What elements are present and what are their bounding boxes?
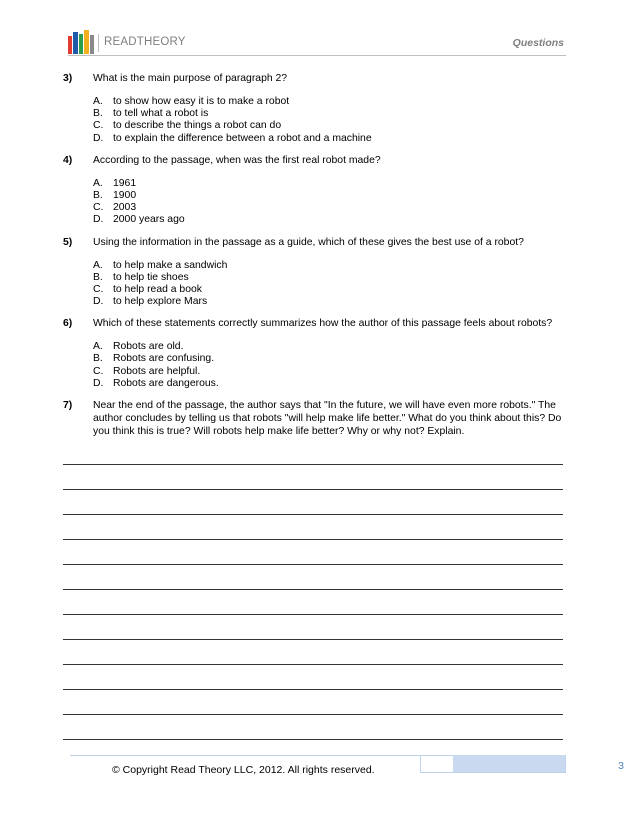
answer-line[interactable] xyxy=(63,564,563,565)
answer-line[interactable] xyxy=(63,489,563,490)
answer-line[interactable] xyxy=(63,464,563,465)
option-letter: D. xyxy=(93,214,104,226)
option-letter: B. xyxy=(93,189,103,201)
question xyxy=(63,317,566,389)
page-number-box xyxy=(420,755,566,773)
copyright-text: © Copyright Read Theory LLC, 2012. All rights reserved. xyxy=(112,764,375,776)
answer-line[interactable] xyxy=(63,639,563,640)
option-text: to tell what a robot is xyxy=(113,108,209,120)
answer-option xyxy=(93,177,566,189)
option-text: Robots are confusing. xyxy=(113,353,215,365)
answer-option xyxy=(93,340,566,352)
answer-option xyxy=(93,377,566,389)
question-text: Using the information in the passage as a guide, which of these gives the best use of a robot? xyxy=(93,236,524,248)
question xyxy=(63,154,566,226)
option-letter: C. xyxy=(93,120,104,132)
option-text: 2000 years ago xyxy=(113,214,185,226)
answer-line[interactable] xyxy=(63,714,563,715)
answer-option xyxy=(93,271,566,283)
answer-options xyxy=(93,340,566,389)
question xyxy=(63,72,566,144)
brand-name: READTHEORY xyxy=(104,36,186,48)
books-logo-icon xyxy=(68,30,94,54)
option-text: to help explore Mars xyxy=(113,296,208,308)
answer-option xyxy=(93,201,566,213)
option-letter: D. xyxy=(93,296,104,308)
option-letter: C. xyxy=(93,283,104,295)
answer-line[interactable] xyxy=(63,539,563,540)
question-number: 7) xyxy=(63,400,73,411)
question-text: According to the passage, when was the first real robot made? xyxy=(93,154,381,166)
answer-option xyxy=(93,119,566,131)
option-text: 1900 xyxy=(113,189,137,201)
answer-line[interactable] xyxy=(63,514,563,515)
answer-option xyxy=(93,189,566,201)
header-rule xyxy=(68,55,566,56)
question-list xyxy=(63,72,566,448)
question-number: 3) xyxy=(63,73,73,84)
answer-option xyxy=(93,352,566,364)
question-number: 6) xyxy=(63,318,73,330)
answer-line[interactable] xyxy=(63,589,563,590)
option-letter: B. xyxy=(93,108,103,120)
answer-option xyxy=(93,259,566,271)
answer-option xyxy=(93,365,566,377)
answer-line[interactable] xyxy=(63,664,563,665)
option-text: to explain the difference between a robot and a machine xyxy=(113,132,372,144)
brand-divider xyxy=(98,34,99,52)
answer-lines xyxy=(63,440,563,740)
option-text: to help make a sandwich xyxy=(113,259,228,271)
answer-option xyxy=(93,295,566,307)
answer-options xyxy=(93,177,566,226)
option-letter: C. xyxy=(93,202,104,214)
option-text: 1961 xyxy=(113,177,137,189)
answer-line[interactable] xyxy=(63,689,563,690)
question-number: 4) xyxy=(63,154,73,166)
question-text: Which of these statements correctly summarizes how the author of this passage feels about robots? xyxy=(93,318,553,330)
option-letter: A. xyxy=(93,96,103,107)
answer-option xyxy=(93,107,566,119)
option-letter: B. xyxy=(93,353,103,365)
answer-option xyxy=(93,283,566,295)
option-text: Robots are helpful. xyxy=(113,365,201,377)
option-letter: D. xyxy=(93,132,104,144)
option-letter: A. xyxy=(93,341,103,353)
answer-line[interactable] xyxy=(63,614,563,615)
option-text: Robots are dangerous. xyxy=(113,377,219,389)
option-letter: D. xyxy=(93,377,104,389)
question xyxy=(63,399,566,438)
option-letter: C. xyxy=(93,365,104,377)
option-letter: A. xyxy=(93,177,103,189)
option-text: Robots are old. xyxy=(113,341,184,353)
option-text: to show how easy it is to make a robot xyxy=(113,96,290,107)
option-text: to describe the things a robot can do xyxy=(113,120,282,132)
section-label: Questions xyxy=(512,37,564,49)
answer-options xyxy=(93,259,566,308)
question-text: Near the end of the passage, the author says that "In the future, we will have even more robots." The author concludes by telling us that robots "will help make life better." What do you think about this? Do you think this is true? Will robots help make life better? Why or why not? Explain. xyxy=(93,400,562,437)
question-text: What is the main purpose of paragraph 2? xyxy=(93,73,288,84)
answer-line[interactable] xyxy=(63,739,563,740)
question xyxy=(63,236,566,308)
answer-option xyxy=(93,132,566,144)
option-text: to help read a book xyxy=(113,283,202,295)
option-text: to help tie shoes xyxy=(113,271,189,283)
option-letter: B. xyxy=(93,271,103,283)
option-text: 2003 xyxy=(113,202,137,214)
page-number: 3 xyxy=(618,760,624,772)
answer-options xyxy=(93,95,566,144)
option-letter: A. xyxy=(93,259,103,271)
answer-option xyxy=(93,213,566,225)
page-header xyxy=(68,28,566,56)
page-number-box-fill xyxy=(453,755,565,772)
question-number: 5) xyxy=(63,236,73,248)
answer-option xyxy=(93,95,566,107)
